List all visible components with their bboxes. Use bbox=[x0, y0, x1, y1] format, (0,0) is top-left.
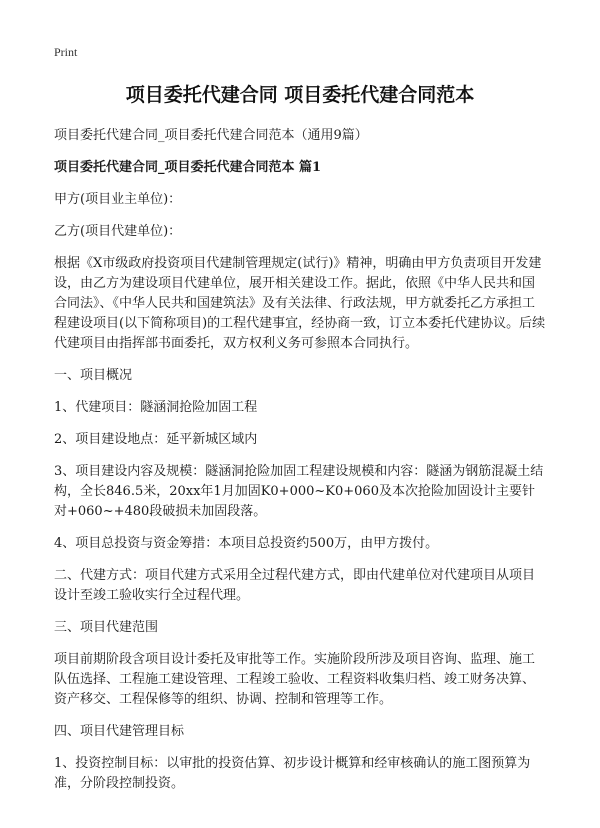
item-project-scope: 3、项目建设内容及规模：隧涵洞抢险加固工程建设规模和内容：隧涵为钢筋混凝土结构，全长846.5米，20xx年1月加固K0+000~K0+060及本次抢险加固设计主要针对+060~+480段破损未加固段落。 bbox=[54, 464, 544, 519]
party-a-line: 甲方(项目业主单位)： bbox=[54, 192, 182, 207]
print-label: Print bbox=[54, 45, 78, 59]
party-b-line: 乙方(项目代建单位)： bbox=[54, 224, 182, 239]
heading-construction-method: 二、代建方式：项目代建方式采用全过程代建方式，即由代建单位对代建项目从项目设计至竣工验收实行全过程代理。 bbox=[54, 568, 536, 603]
item-investment-control: 1、投资控制目标：以审批的投资估算、初步设计概算和经审核确认的施工图预算为准，分阶段控制投资。 bbox=[54, 756, 531, 791]
item-project-investment: 4、项目总投资与资金筹措：本项目总投资约500万，由甲方拨付。 bbox=[54, 536, 439, 551]
construction-scope-paragraph: 项目前期阶段含项目设计委托及审批等工作。实施阶段所涉及项目咨询、监理、施工队伍选择、工程施工建设管理、工程竣工验收、工程资料收集归档、竣工财务决算、资产移交、工程保修等的组织、协调、控制和管理等工作。 bbox=[54, 652, 536, 707]
heading-management-goals: 四、项目代建管理目标 bbox=[54, 724, 185, 739]
item-project-name: 1、代建项目：隧涵洞抢险加固工程 bbox=[54, 400, 258, 415]
document-title: 项目委托代建合同 项目委托代建合同范本 bbox=[125, 84, 475, 106]
section-title: 项目委托代建合同_项目委托代建合同范本 篇1 bbox=[54, 160, 322, 175]
heading-project-overview: 一、项目概况 bbox=[54, 368, 133, 383]
preamble-paragraph: 根据《X市级政府投资项目代建制管理规定(试行)》精神，明确由甲方负责项目开发建设，由乙方为建设项目代建单位，展开相关建设工作。据此，依照《中华人民共和国合同法》、《中华人民共和国建筑法》及有关法律、行政法规，甲方就委托乙方承担工程建设项目(以下简称项目)的工程代建事宜，经协商一致，订立本委托代建协议。后续代建项目由指挥部书面委托，双方权利义务可参照本合同执行。 bbox=[54, 256, 546, 351]
document-subtitle: 项目委托代建合同_项目委托代建合同范本（通用9篇） bbox=[54, 128, 368, 143]
heading-construction-scope: 三、项目代建范围 bbox=[54, 620, 159, 635]
item-project-location: 2、项目建设地点：延平新城区域内 bbox=[54, 432, 258, 447]
